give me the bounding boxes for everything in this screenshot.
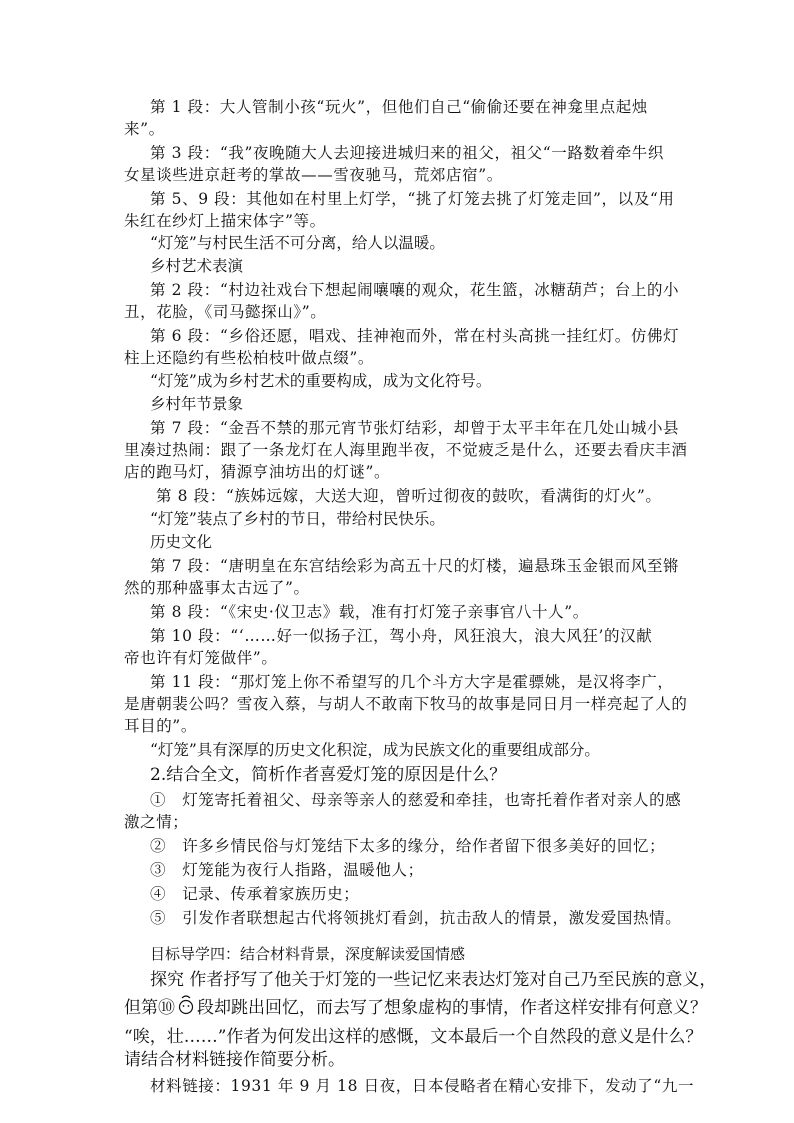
history-para-11-line-1: 第 11 段：“那灯笼上你不希望写的几个斗方大字是霍骠姚，是汉将李广，	[150, 673, 674, 691]
answer-2: ② 许多乡情民俗与灯笼结下太多的缘分，给作者留下很多美好的回忆；	[150, 837, 666, 855]
para-2-line-1: 第 2 段：“村边社戏台下想起闹嚷嚷的观众，花生篮，冰糖葫芦；台上的小	[150, 281, 680, 299]
para-7-line-1: 第 7 段：“金吾不禁的那元宵节张灯结彩，却曾于太平丰年在几处山城小县	[150, 419, 680, 437]
history-para-8: 第 8 段：“《宋史·仪卫志》载，准有打灯笼子亲事官八十人”。	[150, 603, 589, 621]
history-para-7-line-1: 第 7 段：“唐明皇在东宫结绘彩为高五十尺的灯楼，遍悬珠玉金银而风至锵	[150, 557, 680, 575]
answer-3: ③ 灯笼能为夜行人指路，温暖他人；	[150, 861, 424, 879]
para-6-line-1: 第 6 段：“乡俗还愿，唱戏、挂神袍而外，常在村头高挑一挂红灯。仿佛灯	[150, 327, 680, 345]
answer-1-line-2: 激之情；	[124, 813, 189, 831]
explore-line-3: “唉，壮……”作者为何发出这样的感慨，文本最后一个自然段的意义是什么？	[124, 1027, 703, 1047]
heading-village-festival: 乡村年节景象	[150, 395, 244, 413]
para-1-line-1: 第 1 段：大人管制小孩“玩火”，但他们自己“偷偷还要在神龛里点起烛	[150, 98, 648, 116]
heading-village-art: 乡村艺术表演	[150, 257, 244, 275]
summary-2: “灯笼”成为乡村艺术的重要构成，成为文化符号。	[150, 372, 492, 390]
explore-line-2	[124, 995, 707, 1019]
para-6-line-2: 柱上还隐约有些松柏枝叶做点缀”。	[124, 349, 375, 367]
history-para-11-line-3: 耳目的”。	[124, 717, 197, 735]
lamp-mark-icon	[177, 995, 195, 1013]
goal-heading-4: 目标导学四：结合材料背景，深度解读爱国情感	[150, 945, 466, 963]
answer-1-line-1: ① 灯笼寄托着祖父、母亲等亲人的慈爱和牵挂，也寄托着作者对亲人的感	[150, 791, 682, 809]
para-8-line-1: 第 8 段：“族姊远嫁，大送大迎，曾听过彻夜的鼓吹，看满街的灯火”。	[156, 487, 662, 505]
para-2-line-2: 丑，花脸，《司马懿探山》”。	[124, 303, 327, 321]
summary-1: “灯笼”与村民生活不可分离，给人以温暖。	[150, 234, 445, 252]
history-para-11-line-2: 是唐朝裴公吗？雪夜入蔡，与胡人不敢南下牧马的故事是同日月一样亮起了人的	[124, 695, 688, 713]
para-1-line-2: 来”。	[124, 120, 165, 138]
explore-line-2-start: 但第⑩	[124, 998, 175, 1018]
answer-5: ⑤ 引发作者联想起古代将领挑灯看剑，抗击敌人的情景，激发爱国热情。	[150, 909, 682, 927]
history-para-10-line-2: 帝也许有灯笼做伴”。	[124, 649, 278, 667]
explore-line-4: 请结合材料链接作简要分析。	[124, 1050, 345, 1070]
para-3-line-2: 女星谈些进京赶考的掌故——雪夜驰马，荒郊店宿”。	[124, 166, 503, 184]
question-2: 2.结合全文，简析作者喜爱灯笼的原因是什么？	[150, 765, 507, 785]
explore-line-2-end: 段却跳出回忆，而去写了想象虚构的事情，作者这样安排有何意义？	[197, 998, 707, 1018]
explore-line-1: 探究 作者抒写了他关于灯笼的一些记忆来表达灯笼对自己乃至民族的意义，	[150, 970, 717, 990]
summary-4: “灯笼”具有深厚的历史文化积淀，成为民族文化的重要组成部分。	[150, 741, 600, 759]
summary-3: “灯笼”装点了乡村的节日，带给村民快乐。	[150, 510, 445, 528]
material-link-line-1: 材料链接：1931 年 9 月 18 日夜，日本侵略者在精心安排下，发动了“九一	[150, 1077, 695, 1095]
history-para-7-line-2: 然的那种盛事太古远了”。	[124, 579, 310, 597]
history-para-10-line-1: 第 10 段：“‘……好一似扬子江，驾小舟，风狂浪大，浪大风狂’的汉献	[150, 627, 653, 645]
heading-history-culture: 历史文化	[150, 533, 213, 551]
para-7-line-2: 里凑过热闹：跟了一条龙灯在人海里跑半夜，不觉疲乏是什么，还要去看庆丰酒	[124, 441, 688, 459]
para-3-line-1: 第 3 段：“我”夜晚随大人去迎接进城归来的祖父，祖父“一路数着牵牛织	[150, 144, 664, 162]
answer-4: ④ 记录、传承着家族历史；	[150, 885, 360, 903]
para-5-9-line-1: 第 5、9 段：其他如在村里上灯学，“挑了灯笼去挑了灯笼走回”，以及“用	[150, 190, 675, 208]
para-5-9-line-2: 朱红在纱灯上描宋体字”等。	[124, 212, 326, 230]
para-7-line-3: 店的跑马灯，猜源亨油坊出的灯谜”。	[124, 463, 391, 481]
